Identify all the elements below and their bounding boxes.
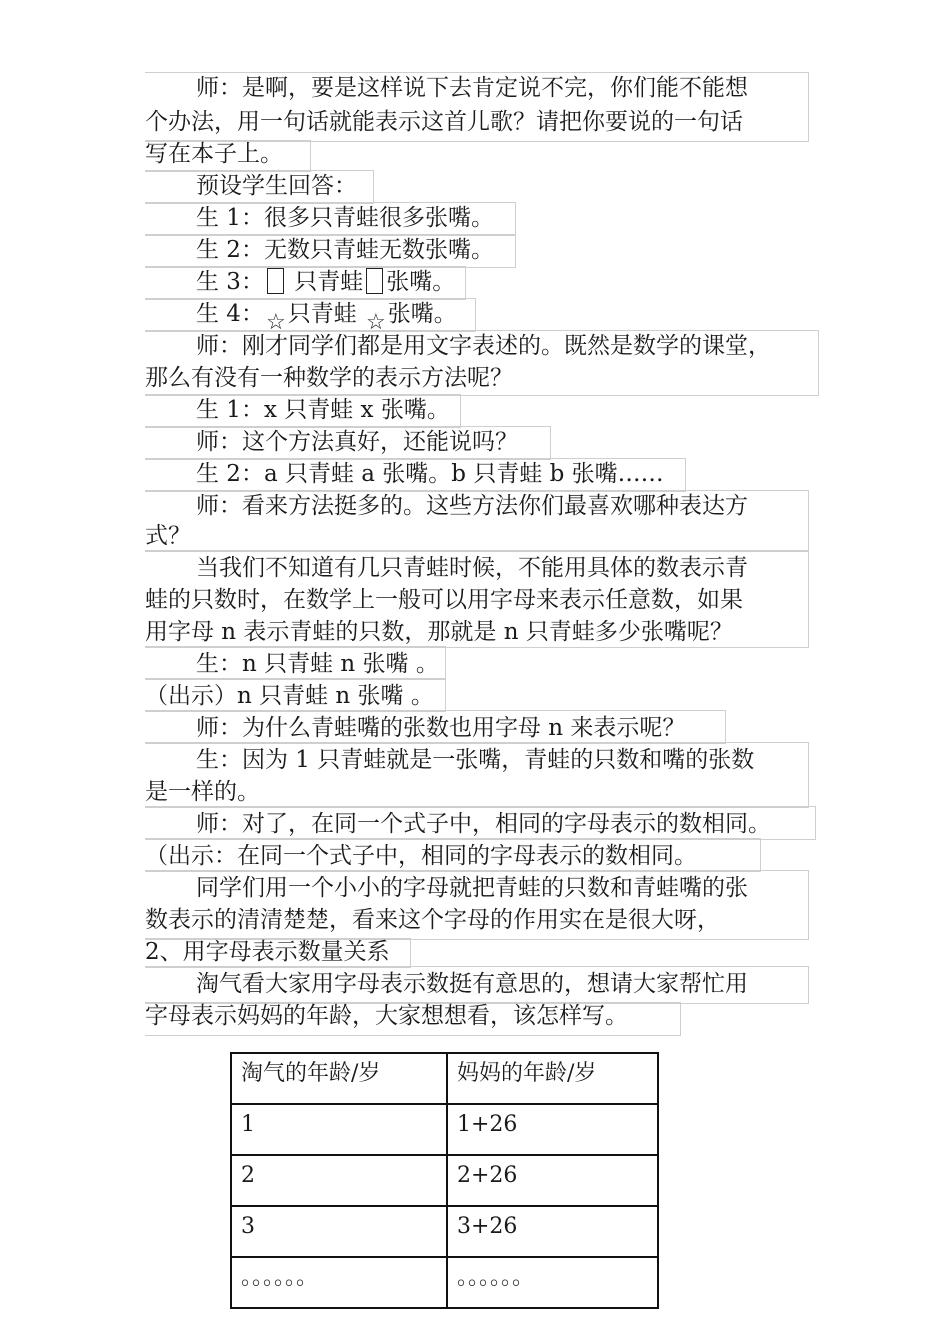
box-placeholder-icon bbox=[366, 268, 383, 294]
section-heading: 2、用字母表示数量关系 bbox=[145, 939, 390, 965]
age-table bbox=[230, 1052, 659, 1309]
paragraph-line: 写在本子上。 bbox=[145, 141, 283, 167]
table-cell: 1+26 bbox=[447, 1104, 658, 1155]
paragraph-line: 个办法，用一句话就能表示这首儿歌？请把你要说的一句话 bbox=[145, 109, 743, 135]
paragraph-line: 预设学生回答： bbox=[196, 173, 357, 199]
paragraph-line: 师：对了，在同一个式子中，相同的字母表示的数相同。 bbox=[196, 811, 771, 837]
paragraph-line: 式？ bbox=[145, 523, 191, 549]
paragraph-line: 是一样的。 bbox=[145, 779, 260, 805]
paragraph-line: 数表示的清清楚楚，看来这个字母的作用实在是很大呀， bbox=[145, 907, 720, 933]
table-header-row bbox=[231, 1053, 658, 1104]
box-placeholder-icon bbox=[267, 268, 284, 294]
paragraph-line: 师：是啊，要是这样说下去肯定说不完，你们能不能想 bbox=[196, 75, 748, 101]
paragraph-line: 生：因为 1 只青蛙就是一张嘴，青蛙的只数和嘴的张数 bbox=[196, 747, 755, 773]
paragraph-line: 师：看来方法挺多的。这些方法你们最喜欢哪种表达方 bbox=[196, 493, 748, 519]
paragraph-line: 淘气看大家用字母表示数挺有意思的，想请大家帮忙用 bbox=[196, 971, 748, 997]
table-cell: 。。。。。。 bbox=[231, 1257, 447, 1308]
line-text: 张嘴。 bbox=[386, 269, 456, 295]
paragraph-line: 师：这个方法真好，还能说吗？ bbox=[196, 429, 518, 455]
paragraph-line: 师：刚才同学们都是用文字表述的。既然是数学的课堂， bbox=[196, 333, 771, 359]
paragraph-line: 生 1：很多只青蛙很多张嘴。 bbox=[196, 205, 494, 231]
table-row bbox=[231, 1104, 658, 1155]
paragraph-line: 蛙的只数时，在数学上一般可以用字母来表示任意数，如果 bbox=[145, 587, 743, 613]
star-placeholder-icon: ☆ bbox=[265, 310, 286, 335]
table-cell: 。。。。。。 bbox=[447, 1257, 658, 1308]
line-text: 只青蛙 bbox=[294, 269, 364, 295]
paragraph-line: 那么有没有一种数学的表示方法呢？ bbox=[145, 365, 513, 391]
table-header-cell: 淘气的年龄/岁 bbox=[231, 1053, 447, 1104]
table-cell: 3 bbox=[231, 1206, 447, 1257]
table-cell: 3+26 bbox=[447, 1206, 658, 1257]
paragraph-line: （出示：在同一个式子中，相同的字母表示的数相同。 bbox=[145, 843, 697, 869]
table-cell: 1 bbox=[231, 1104, 447, 1155]
paragraph-line: 用字母 n 表示青蛙的只数，那就是 n 只青蛙多少张嘴呢？ bbox=[145, 619, 733, 645]
paragraph-line-box-symbols bbox=[196, 266, 455, 298]
table-header-cell: 妈妈的年龄/岁 bbox=[447, 1053, 658, 1104]
paragraph-line: 生：n 只青蛙 n 张嘴 。 bbox=[196, 651, 439, 677]
table-cell: 2+26 bbox=[447, 1155, 658, 1206]
star-placeholder-icon: ☆ bbox=[366, 310, 386, 335]
paragraph-line: 生 2：无数只青蛙无数张嘴。 bbox=[196, 237, 494, 263]
line-prefix: 生 3： bbox=[196, 269, 264, 295]
line-prefix: 生 4： bbox=[196, 301, 264, 327]
table-row bbox=[231, 1206, 658, 1257]
line-text: 张嘴。 bbox=[387, 301, 457, 327]
paragraph-line: 生 1：x 只青蛙 x 张嘴。 bbox=[196, 397, 450, 423]
paragraph-line: 字母表示妈妈的年龄，大家想想看，该怎样写。 bbox=[145, 1003, 628, 1029]
paragraph-line: 同学们用一个小小的字母就把青蛙的只数和青蛙嘴的张 bbox=[196, 875, 748, 901]
line-text: 只青蛙 bbox=[287, 301, 357, 327]
paragraph-line: （出示）n 只青蛙 n 张嘴 。 bbox=[145, 683, 434, 709]
table-cell: 2 bbox=[231, 1155, 447, 1206]
table-row bbox=[231, 1257, 658, 1308]
paragraph-line: 生 2：a 只青蛙 a 张嘴。b 只青蛙 b 张嘴…… bbox=[196, 461, 664, 487]
paragraph-line: 当我们不知道有几只青蛙时候，不能用具体的数表示青 bbox=[196, 555, 748, 581]
paragraph-line-star-symbols bbox=[196, 298, 457, 335]
table-row bbox=[231, 1155, 658, 1206]
paragraph-line: 师：为什么青蛙嘴的张数也用字母 n 来表示呢？ bbox=[196, 715, 686, 741]
